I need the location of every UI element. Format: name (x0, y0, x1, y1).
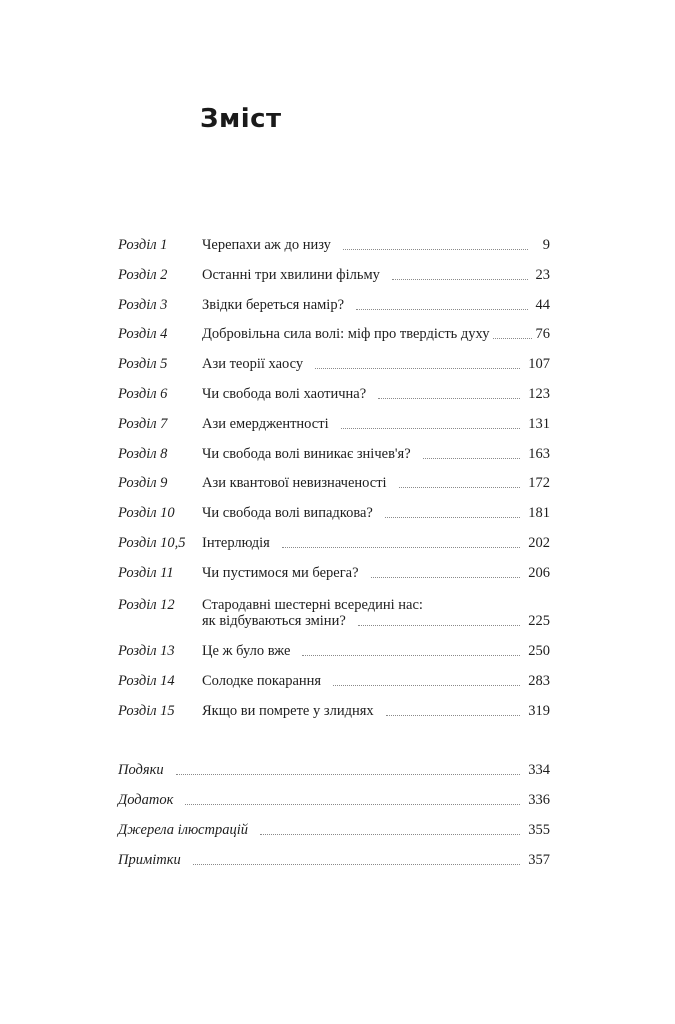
page-number: 23 (535, 267, 550, 283)
page-number: 334 (528, 762, 550, 778)
dot-leader (356, 309, 527, 310)
back-matter-title: Примітки (118, 852, 181, 868)
dot-leader (193, 864, 520, 865)
toc-entry-chapter-11[interactable] (118, 562, 550, 584)
page-number: 225 (528, 613, 550, 629)
chapter-title: Інтерлюдія (202, 535, 270, 551)
chapter-title: Це ж було вже (202, 643, 291, 659)
chapter-label: Розділ 6 (118, 386, 168, 402)
chapter-title: Добровільна сила волі: міф про твердість духу (202, 326, 490, 342)
chapter-title: Ази квантової невизначеності (202, 475, 387, 491)
back-matter-title: Джерела ілюстрацій (118, 822, 248, 838)
page-number: 44 (535, 297, 550, 313)
page-number: 9 (542, 237, 550, 253)
page-number: 172 (528, 475, 550, 491)
toc-entry-notes[interactable] (118, 849, 550, 871)
chapter-label: Розділ 10,5 (118, 535, 186, 551)
dot-leader (282, 547, 520, 548)
dot-leader (358, 625, 520, 626)
chapter-title: Звідки береться намір? (202, 297, 345, 313)
toc-entry-chapter-3[interactable] (118, 294, 550, 316)
chapter-label: Розділ 9 (118, 475, 168, 491)
dot-leader (341, 428, 521, 429)
page-number: 283 (528, 673, 550, 689)
page-number: 123 (528, 386, 550, 402)
chapter-label: Розділ 15 (118, 703, 175, 719)
toc-entry-chapter-6[interactable] (118, 383, 550, 405)
chapter-title: Ази теорії хаосу (202, 356, 304, 372)
toc-entry-chapter-9[interactable] (118, 472, 550, 494)
dot-leader (185, 804, 520, 805)
dot-leader (333, 685, 520, 686)
chapter-label: Розділ 14 (118, 673, 175, 689)
toc-entry-chapter-12[interactable] (118, 597, 550, 632)
toc-entry-chapter-10-5[interactable] (118, 532, 550, 554)
dot-leader (392, 279, 528, 280)
chapter-label: Розділ 1 (118, 237, 168, 253)
page-number: 107 (528, 356, 550, 372)
chapter-label: Розділ 10 (118, 505, 175, 521)
dot-leader (371, 577, 521, 578)
chapter-title: Чи свобода волі випадкова? (202, 505, 373, 521)
dot-leader (343, 249, 528, 250)
toc-entry-appendix[interactable] (118, 789, 550, 811)
chapter-label: Розділ 11 (118, 565, 174, 581)
page-number: 76 (535, 326, 550, 342)
toc-entry-chapter-13[interactable] (118, 640, 550, 662)
chapter-title: Чи свобода волі хаотична? (202, 386, 367, 402)
page-number: 131 (528, 416, 550, 432)
chapter-label: Розділ 13 (118, 643, 175, 659)
toc-entry-chapter-15[interactable] (118, 700, 550, 722)
chapter-title: Черепахи аж до низу (202, 237, 331, 253)
page-number: 319 (528, 703, 550, 719)
toc-entry-chapter-7[interactable] (118, 413, 550, 435)
toc-entry-chapter-5[interactable] (118, 353, 550, 375)
chapter-label: Розділ 2 (118, 267, 168, 283)
dot-leader (260, 834, 520, 835)
toc-entry-chapter-2[interactable] (118, 264, 550, 286)
page-number: 181 (528, 505, 550, 521)
back-matter-title: Додаток (118, 792, 174, 808)
chapter-label: Розділ 12 (118, 597, 175, 613)
chapter-title: Чи свобода волі виникає знічев'я? (202, 446, 411, 462)
chapter-title: Чи пустимося ми берега? (202, 565, 359, 581)
toc-entry-chapter-14[interactable] (118, 670, 550, 692)
chapter-title: Солодке покарання (202, 673, 322, 689)
dot-leader (378, 398, 520, 399)
page-number: 357 (528, 852, 550, 868)
page-number: 250 (528, 643, 550, 659)
toc-entry-illustration-sources[interactable] (118, 819, 550, 841)
back-matter-title: Подяки (118, 762, 164, 778)
dot-leader (176, 774, 521, 775)
chapter-label: Розділ 8 (118, 446, 168, 462)
page-number: 202 (528, 535, 550, 551)
page-number: 206 (528, 565, 550, 581)
page-title: Зміст (200, 104, 282, 134)
page-number: 163 (528, 446, 550, 462)
toc-entry-acknowledgements[interactable] (118, 759, 550, 781)
chapter-title: як відбуваються зміни? (202, 613, 346, 629)
page-number: 336 (528, 792, 550, 808)
toc-entry-chapter-1[interactable] (118, 234, 550, 256)
toc-entry-chapter-10[interactable] (118, 502, 550, 524)
chapter-label: Розділ 4 (118, 326, 168, 342)
chapter-title: Якщо ви помрете у злиднях (202, 703, 374, 719)
chapter-label: Розділ 7 (118, 416, 168, 432)
toc-entry-chapter-8[interactable] (118, 443, 550, 465)
chapter-label: Розділ 3 (118, 297, 168, 313)
dot-leader (385, 517, 520, 518)
dot-leader (302, 655, 520, 656)
chapter-title: Ази емерджентності (202, 416, 329, 432)
dot-leader (493, 338, 531, 339)
chapter-title-line-1: Стародавні шестерні всередині нас: (202, 597, 423, 613)
chapter-label: Розділ 5 (118, 356, 168, 372)
dot-leader (423, 458, 521, 459)
toc-entry-chapter-4[interactable] (118, 323, 550, 345)
dot-leader (399, 487, 521, 488)
dot-leader (386, 715, 521, 716)
chapter-title: Останні три хвилини фільму (202, 267, 380, 283)
dot-leader (315, 368, 520, 369)
page-number: 355 (528, 822, 550, 838)
